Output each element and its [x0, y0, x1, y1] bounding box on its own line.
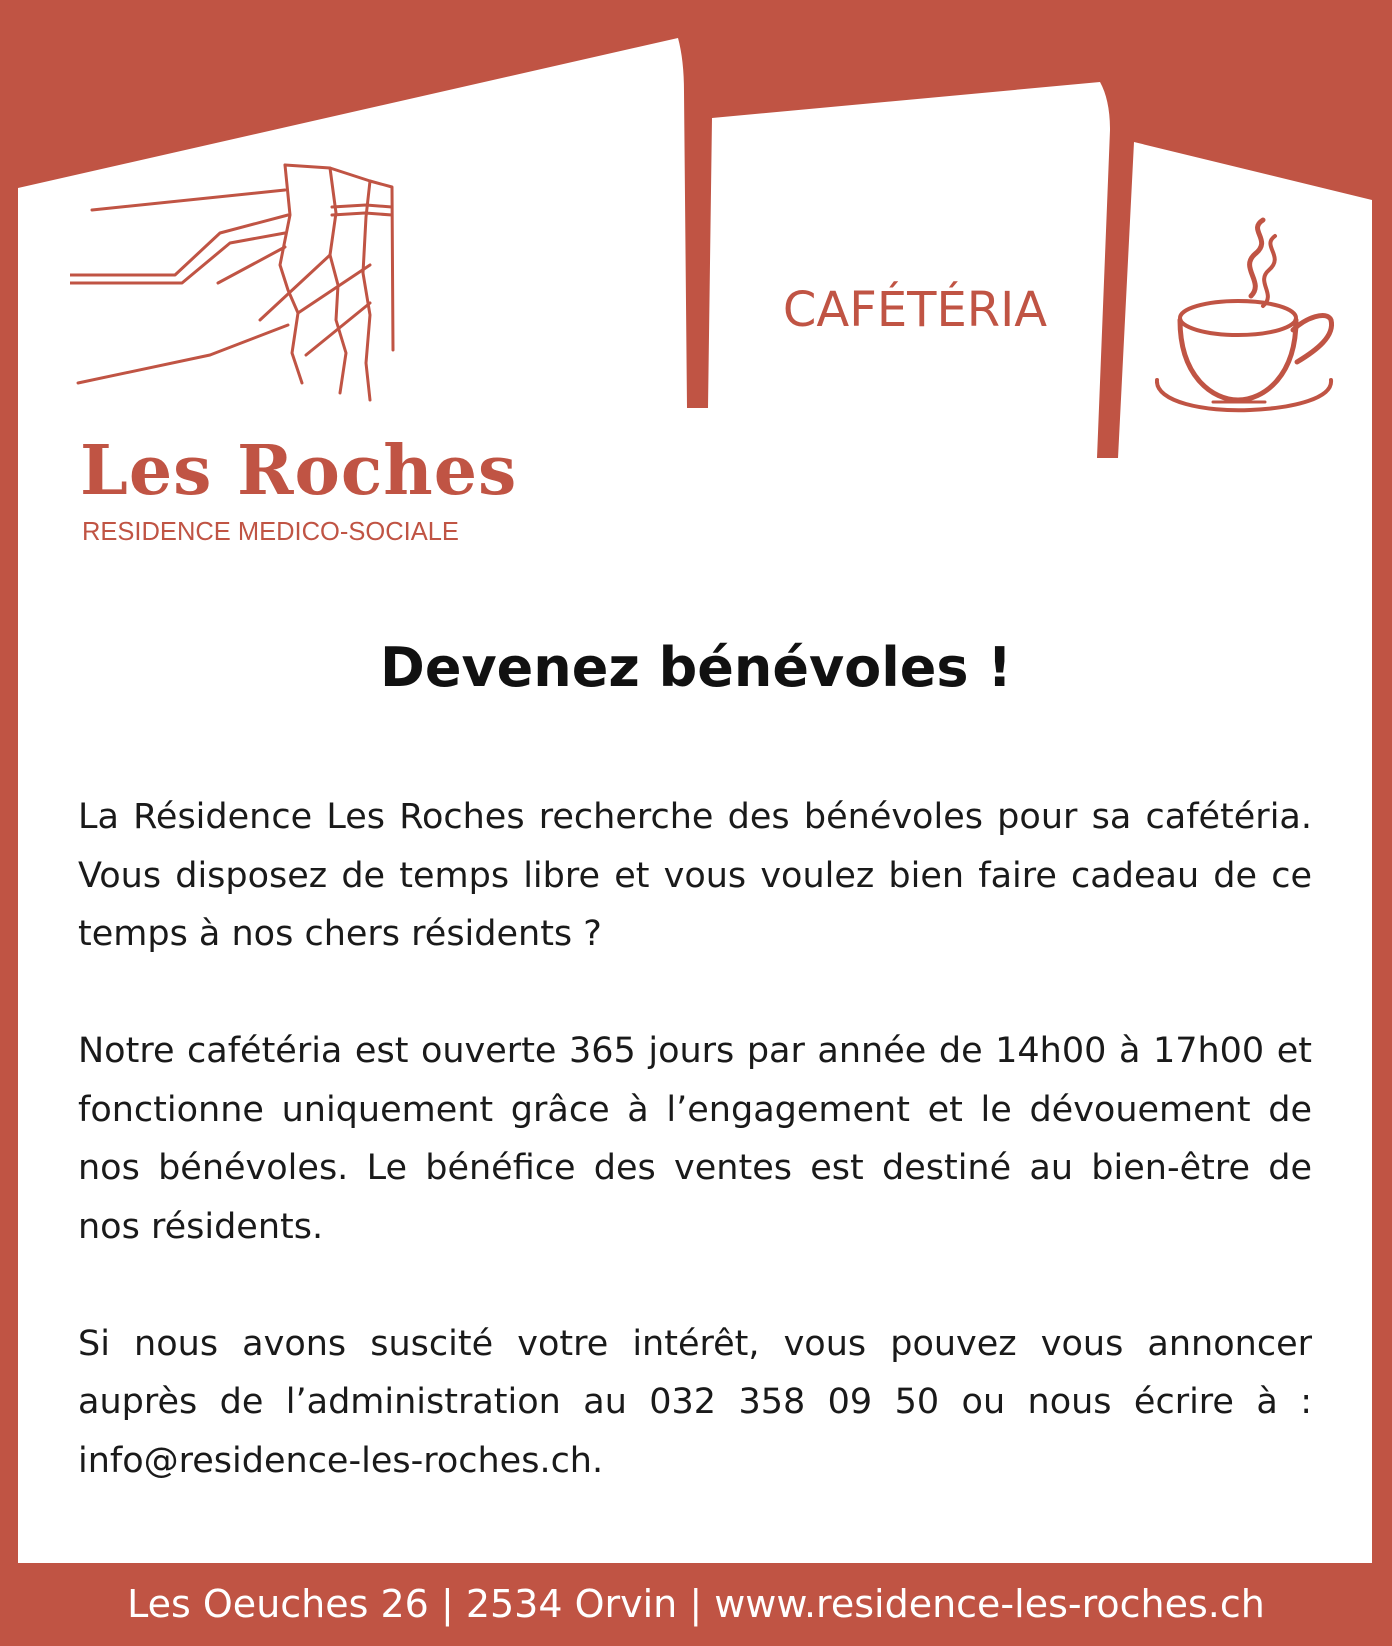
rock-cliff-illustration [70, 155, 410, 425]
logo-name: Les Roches [80, 431, 518, 511]
section-title: CAFÉTÉRIA [782, 282, 1048, 338]
paragraph-hours: Notre cafétéria est ouverte 365 jours par année de 14h00 à 17h00 et fonctionne uniquement grâce à l’engagement et le dévouement de nos bénévoles. Le bénéfice des ventes est destiné au bien-être de nos résidents. [78, 1031, 1312, 1247]
paragraph-contact: Si nous avons suscité votre intérêt, vous pouvez vous annoncer auprès de l’administration au 032 358 09 50 ou nous écrire à : info@residence-les-roches.ch. [78, 1323, 1312, 1481]
coffee-cup-icon [1155, 212, 1345, 432]
footer-address: Les Oeuches 26 | 2534 Orvin | www.residence-les-roches.ch [127, 1582, 1265, 1626]
page-heading: Devenez bénévoles ! [380, 636, 1012, 699]
paragraph-intro: La Résidence Les Roches recherche des bénévoles pour sa cafétéria. Vous disposez de temps libre et vous voulez bien faire cadeau de ce temps à nos chers résidents ? [78, 797, 1312, 954]
body-text [78, 788, 1312, 1490]
logo-subtitle: RESIDENCE MEDICO-SOCIALE [82, 518, 459, 546]
